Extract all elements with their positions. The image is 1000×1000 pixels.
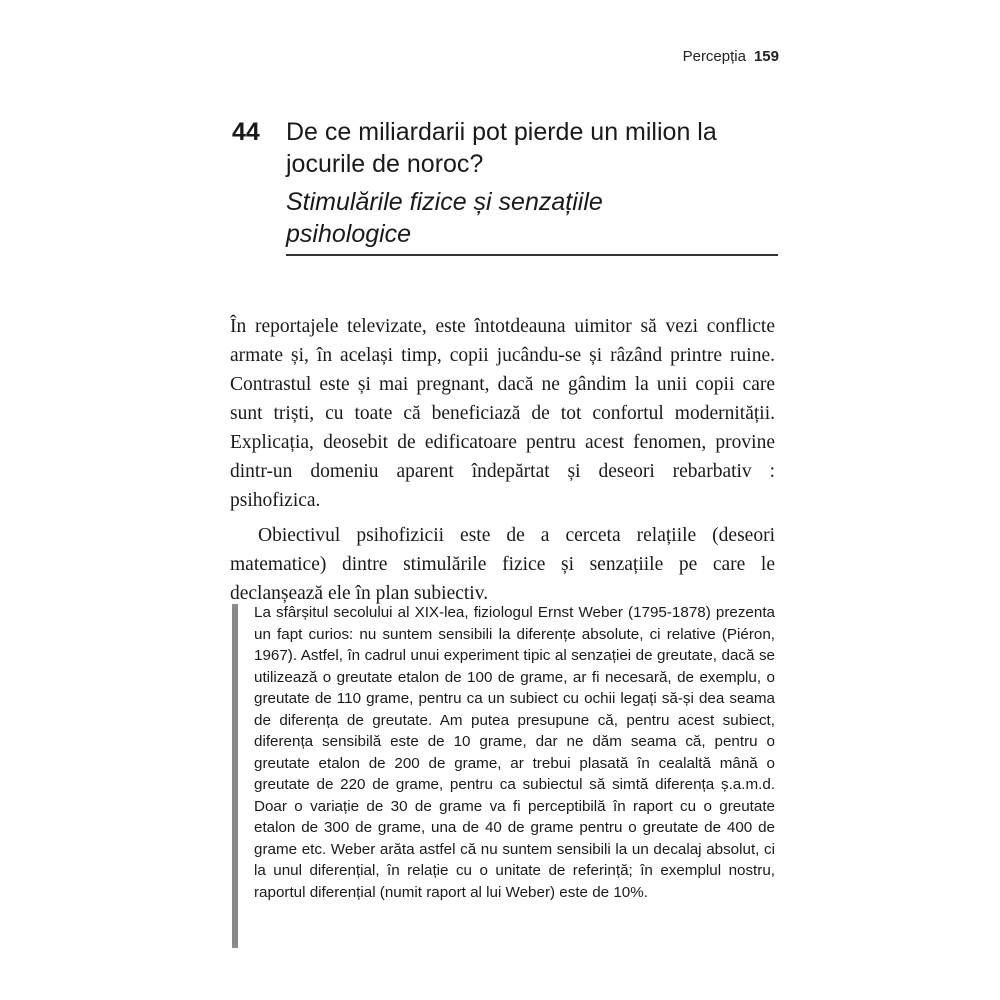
title-rule	[286, 254, 778, 256]
body-paragraph: Obiectivul psihofizicii este de a cerceta relațiile (deseori matematice) dintre stimulările fizice și senzațiile pe care le declanșează ele în plan subiectiv.	[230, 525, 775, 604]
running-head-section: Percepția	[682, 48, 746, 65]
running-head	[683, 48, 779, 66]
chapter-title: De ce miliardarii pot pierde un milion la jocurile de noroc?	[286, 118, 717, 178]
page-number: 159	[753, 48, 779, 65]
chapter-subtitle: Stimulările fizice și senzațiile psihologice	[286, 188, 603, 248]
chapter-number: 44	[232, 118, 260, 146]
body-text	[230, 312, 775, 608]
sidebar-box-bar	[232, 604, 238, 948]
sidebar-box	[232, 604, 775, 948]
sidebar-box-text: La sfârșitul secolului al XIX-lea, fiziologul Ernst Weber (1795-1878) prezenta un fapt curios: nu suntem sensibili la diferențe absolute, ci relative (Piéron, 1967). Astfel, în cadrul unui experiment tipic al senzației de greutate, dacă se utilizează o greutate etalon de 100 de grame, ar fi necesară, de exemplu, o greutate de 110 grame, pentru ca un subiect cu ochii legați să-și dea seama de diferența de greutate. Am putea presupune că, pentru acest subiect, diferența sensibilă este de 10 grame, dar ne dăm seama că, pentru o greutate etalon de 200 de grame, ar trebui plasată în cealaltă mână o greutate de 220 de grame, pentru ca subiectul să simtă diferența ș.a.m.d. Doar o variație de 30 de grame va fi perceptibilă în raport cu o greutate etalon de 300 de grame, una de 40 de grame pentru o greutate de 400 de grame etc. Weber arăta astfel că nu suntem sensibili la un decalaj absolut, ci la unul diferențial, în relație cu o unitate de referință; în exemplul nostru, raportul diferențial (numit raport al lui Weber) este de 10%.	[254, 604, 775, 901]
body-paragraph: În reportajele televizate, este întotdeauna uimitor să vezi conflicte armate și, în același timp, copii jucându-se și râzând printre ruine. Contrastul este și mai pregnant, dacă ne gândim la unii copii care sunt triști, cu toate că beneficiază de tot confortul modernității. Explicația, deosebit de edificatoare pentru acest fenomen, provine dintr-un domeniu aparent îndepărtat și deseori rebarbativ : psihofizica.	[230, 316, 775, 511]
